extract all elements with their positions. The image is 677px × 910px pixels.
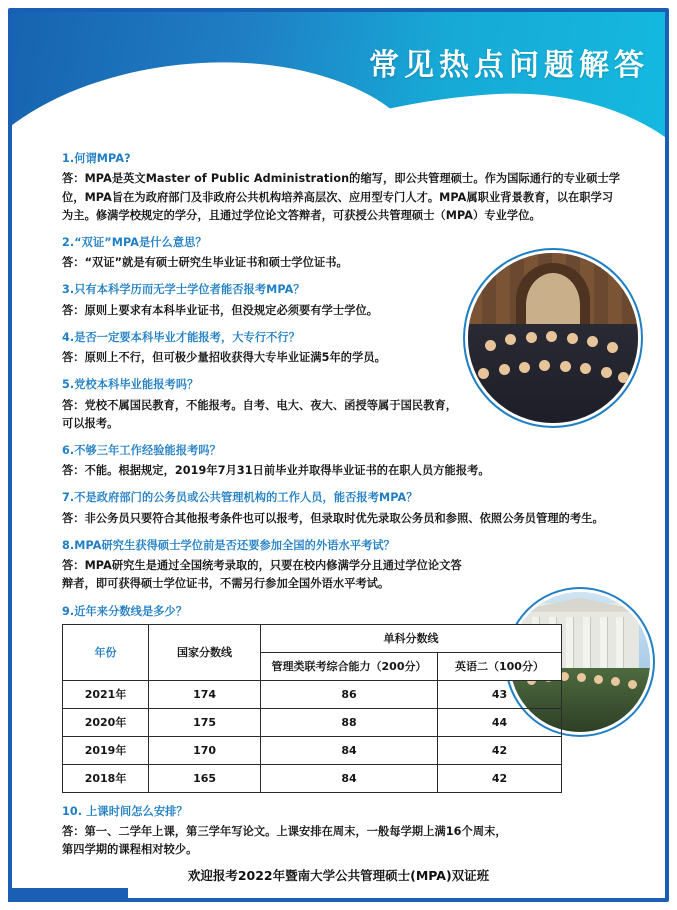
cell-year: 2020年 bbox=[63, 708, 149, 736]
score-table bbox=[62, 624, 562, 793]
faq-question: 9.近年来分数线是多少？ bbox=[62, 604, 188, 618]
cell-english: 43 bbox=[437, 680, 561, 708]
cell-management: 84 bbox=[261, 764, 438, 792]
faq-question: 8.MPA研究生获得硕士学位前是否还要参加全国的外语水平考试？ bbox=[62, 538, 395, 552]
faq-item-8 bbox=[62, 537, 622, 594]
faq-answer: 答：第一、二学年上课，第三学年写论文。上课安排在周末，一般每学期上满16个周末，第四学期的课程相对较少。 bbox=[62, 825, 507, 857]
page-title: 常见热点问题解答 bbox=[369, 48, 649, 83]
faq-item-7 bbox=[62, 489, 622, 528]
faq-answer: 答：原则上不行，但可极少量招收获得大专毕业证满5年的学员。 bbox=[62, 351, 386, 365]
cell-national: 174 bbox=[149, 680, 261, 708]
faq-question: 4.是否一定要本科毕业才能报考，大专行不行？ bbox=[62, 330, 300, 344]
cell-management: 84 bbox=[261, 736, 438, 764]
column-header-year: 年份 bbox=[63, 624, 149, 680]
faq-answer: 答：MPA研究生是通过全国统考录取的，只要在校内修满学分且通过学位论文答辩者，即可获得硕士学位证书，不需另行参加全国外语水平考试。 bbox=[62, 559, 462, 591]
faq-item-10 bbox=[62, 803, 622, 860]
faq-content bbox=[62, 150, 622, 869]
cell-management: 88 bbox=[261, 708, 438, 736]
cell-national: 165 bbox=[149, 764, 261, 792]
table-row bbox=[63, 764, 562, 792]
footer-accent-block bbox=[8, 888, 128, 902]
page-header bbox=[12, 12, 665, 137]
faq-item-2 bbox=[62, 234, 622, 273]
faq-item-6 bbox=[62, 442, 622, 481]
cell-national: 170 bbox=[149, 736, 261, 764]
table-row bbox=[63, 680, 562, 708]
cell-year: 2021年 bbox=[63, 680, 149, 708]
cell-english: 44 bbox=[437, 708, 561, 736]
faq-question: 3.只有本科学历而无学士学位者能否报考MPA？ bbox=[62, 283, 305, 297]
faq-item-9 bbox=[62, 603, 622, 793]
faq-question: 1.何谓MPA? bbox=[62, 152, 131, 165]
faq-item-4 bbox=[62, 329, 622, 368]
faq-question: 10. 上课时间怎么安排？ bbox=[62, 804, 188, 818]
cell-english: 42 bbox=[437, 736, 561, 764]
faq-answer: 答：不能。根据规定，2019年7月31日前毕业并取得毕业证书的在职人员方能报考。 bbox=[62, 464, 490, 478]
faq-item-3 bbox=[62, 281, 622, 320]
faq-answer: 答：MPA是英文Master of Public Administration的缩写，即公共管理硕士。作为国际通行的专业硕士学位，MPA旨在为政府部门及非政府公共机构培养高层次、应用型专门人才。MPA属职业背景教育，以在职学习为主。修满学校规定的学分，且通过学位论文答辩者，可获授公共管理硕士（MPA）专业学位。 bbox=[62, 172, 621, 222]
table-row bbox=[63, 736, 562, 764]
faq-question: 7.不是政府部门的公务员或公共管理机构的工作人员，能否报考MPA？ bbox=[62, 491, 418, 505]
faq-answer: 答：党校不属国民教育，不能报考。自考、电大、夜大、函授等属于国民教育，可以报考。 bbox=[62, 398, 458, 430]
column-header-management: 管理类联考综合能力（200分） bbox=[261, 652, 438, 680]
cell-year: 2019年 bbox=[63, 736, 149, 764]
cell-year: 2018年 bbox=[63, 764, 149, 792]
faq-item-5 bbox=[62, 376, 622, 433]
table-header-row bbox=[63, 624, 562, 652]
faq-question: 5.党校本科毕业能报考吗？ bbox=[62, 378, 199, 392]
faq-question: 2.“双证”MPA是什么意思？ bbox=[62, 235, 207, 249]
table-row bbox=[63, 708, 562, 736]
footer-text: 欢迎报考2022年暨南大学公共管理硕士(MPA)双证班 bbox=[187, 868, 490, 883]
score-table-wrapper bbox=[62, 624, 562, 793]
faq-answer: 答：非公务员只要符合其他报考条件也可以报考，但录取时优先录取公务员和参照、依照公务员管理的考生。 bbox=[62, 511, 604, 525]
cell-management: 86 bbox=[261, 680, 438, 708]
faq-question: 6.不够三年工作经验能报考吗？ bbox=[62, 443, 221, 457]
column-header-english: 英语二（100分） bbox=[437, 652, 561, 680]
faq-answer: 答：“双证”就是有硕士研究生毕业证书和硕士学位证书。 bbox=[62, 256, 348, 270]
cell-national: 175 bbox=[149, 708, 261, 736]
faq-answer: 答：原则上要求有本科毕业证书，但没规定必须要有学士学位。 bbox=[62, 303, 379, 317]
faq-item-1 bbox=[62, 150, 622, 225]
column-header-national: 国家分数线 bbox=[149, 624, 261, 680]
column-header-subject: 单科分数线 bbox=[261, 624, 562, 652]
cell-english: 42 bbox=[437, 764, 561, 792]
